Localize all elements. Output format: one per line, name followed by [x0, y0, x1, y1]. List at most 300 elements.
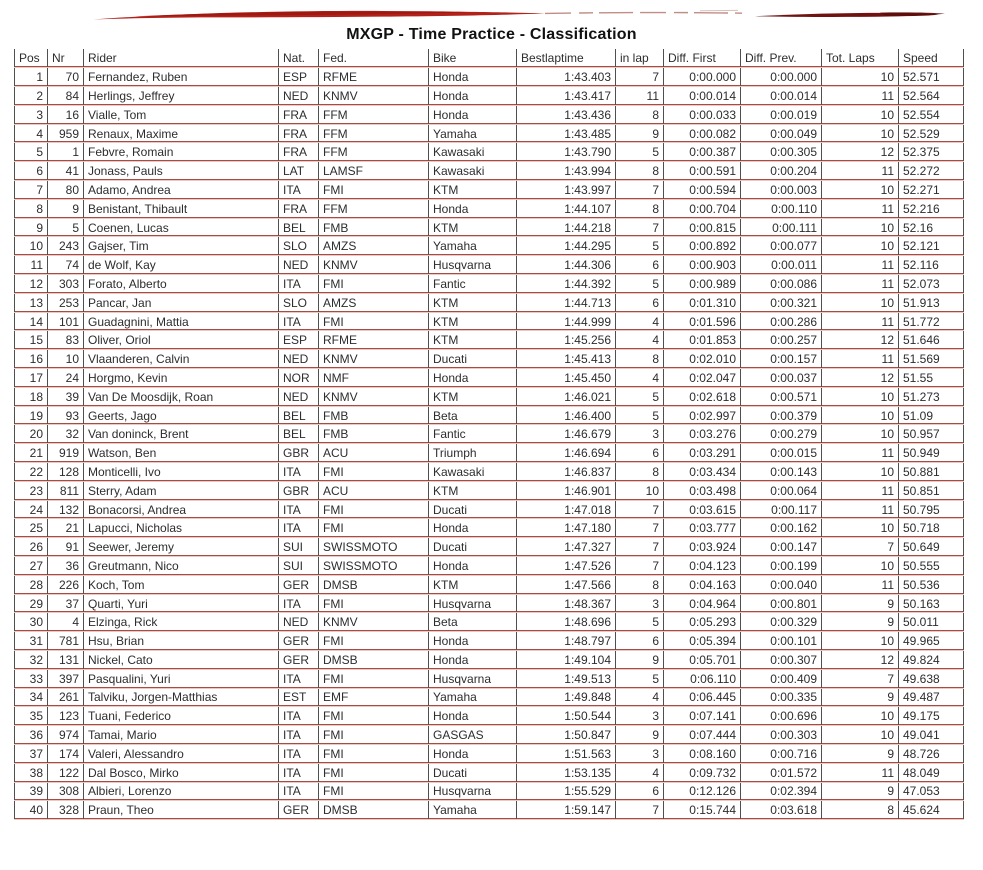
cell-diff_first: 0:05.701 — [664, 651, 741, 670]
cell-bike: Kawasaki — [429, 463, 517, 482]
cell-diff_prev: 0:02.394 — [741, 782, 822, 801]
cell-pos: 17 — [15, 369, 48, 388]
cell-nr: 16 — [48, 105, 84, 124]
cell-diff_prev: 0:00.199 — [741, 557, 822, 576]
cell-diff_prev: 0:00.037 — [741, 369, 822, 388]
cell-in_lap: 7 — [616, 519, 664, 538]
column-header-tot_laps: Tot. Laps — [822, 49, 899, 68]
cell-in_lap: 11 — [616, 87, 664, 106]
cell-nat: SUI — [279, 538, 319, 557]
cell-fed: KNMV — [319, 87, 429, 106]
cell-rider: Tuani, Federico — [84, 707, 279, 726]
cell-diff_first: 0:03.615 — [664, 500, 741, 519]
cell-tot_laps: 10 — [822, 425, 899, 444]
cell-speed: 50.536 — [899, 575, 964, 594]
cell-nat: BEL — [279, 406, 319, 425]
cell-pos: 6 — [15, 162, 48, 181]
table-row — [15, 519, 964, 538]
cell-nr: 397 — [48, 669, 84, 688]
cell-pos: 7 — [15, 181, 48, 200]
cell-nr: 131 — [48, 651, 84, 670]
cell-fed: FMI — [319, 707, 429, 726]
table-row — [15, 406, 964, 425]
cell-pos: 28 — [15, 575, 48, 594]
cell-bike: Honda — [429, 632, 517, 651]
cell-fed: FMI — [319, 594, 429, 613]
cell-diff_prev: 0:00.162 — [741, 519, 822, 538]
cell-bestlaptime: 1:48.696 — [517, 613, 616, 632]
table-row — [15, 557, 964, 576]
cell-bike: KTM — [429, 387, 517, 406]
cell-fed: FMI — [319, 744, 429, 763]
cell-diff_first: 0:03.777 — [664, 519, 741, 538]
cell-tot_laps: 11 — [822, 87, 899, 106]
cell-fed: SWISSMOTO — [319, 557, 429, 576]
cell-pos: 5 — [15, 143, 48, 162]
cell-rider: Watson, Ben — [84, 444, 279, 463]
cell-pos: 3 — [15, 105, 48, 124]
cell-nr: 5 — [48, 218, 84, 237]
cell-bestlaptime: 1:55.529 — [517, 782, 616, 801]
cell-speed: 51.913 — [899, 293, 964, 312]
table-row — [15, 275, 964, 294]
cell-tot_laps: 11 — [822, 350, 899, 369]
cell-bestlaptime: 1:46.694 — [517, 444, 616, 463]
cell-rider: Tamai, Mario — [84, 726, 279, 745]
cell-fed: FMI — [319, 632, 429, 651]
cell-diff_prev: 0:00.801 — [741, 594, 822, 613]
cell-diff_first: 0:03.924 — [664, 538, 741, 557]
cell-tot_laps: 9 — [822, 744, 899, 763]
cell-pos: 35 — [15, 707, 48, 726]
cell-in_lap: 7 — [616, 181, 664, 200]
cell-pos: 31 — [15, 632, 48, 651]
cell-rider: Pancar, Jan — [84, 293, 279, 312]
cell-nat: ITA — [279, 594, 319, 613]
cell-diff_first: 0:03.276 — [664, 425, 741, 444]
cell-nr: 9 — [48, 199, 84, 218]
cell-nr: 919 — [48, 444, 84, 463]
cell-rider: Febvre, Romain — [84, 143, 279, 162]
cell-rider: Oliver, Oriol — [84, 331, 279, 350]
cell-rider: Benistant, Thibault — [84, 199, 279, 218]
cell-fed: FFM — [319, 143, 429, 162]
cell-tot_laps: 10 — [822, 726, 899, 745]
cell-nr: 303 — [48, 275, 84, 294]
red-brush-banner-image — [0, 0, 983, 28]
cell-bestlaptime: 1:43.994 — [517, 162, 616, 181]
cell-tot_laps: 10 — [822, 105, 899, 124]
cell-diff_prev: 0:00.014 — [741, 87, 822, 106]
cell-tot_laps: 10 — [822, 237, 899, 256]
cell-fed: AMZS — [319, 237, 429, 256]
table-row — [15, 199, 964, 218]
cell-diff_first: 0:00.989 — [664, 275, 741, 294]
cell-pos: 13 — [15, 293, 48, 312]
cell-rider: Geerts, Jago — [84, 406, 279, 425]
cell-tot_laps: 10 — [822, 519, 899, 538]
cell-speed: 50.795 — [899, 500, 964, 519]
cell-in_lap: 4 — [616, 369, 664, 388]
table-row — [15, 425, 964, 444]
cell-diff_first: 0:02.997 — [664, 406, 741, 425]
table-row — [15, 500, 964, 519]
cell-bike: Honda — [429, 519, 517, 538]
cell-tot_laps: 9 — [822, 688, 899, 707]
cell-bike: KTM — [429, 218, 517, 237]
cell-nr: 83 — [48, 331, 84, 350]
cell-speed: 50.851 — [899, 481, 964, 500]
table-row — [15, 237, 964, 256]
cell-bike: Ducati — [429, 350, 517, 369]
table-row — [15, 782, 964, 801]
cell-diff_prev: 0:00.571 — [741, 387, 822, 406]
cell-diff_prev: 0:00.019 — [741, 105, 822, 124]
cell-bike: KTM — [429, 331, 517, 350]
cell-diff_first: 0:15.744 — [664, 801, 741, 820]
cell-nat: NED — [279, 256, 319, 275]
cell-fed: FMB — [319, 425, 429, 444]
cell-speed: 52.272 — [899, 162, 964, 181]
cell-nat: SUI — [279, 557, 319, 576]
cell-in_lap: 7 — [616, 557, 664, 576]
cell-tot_laps: 10 — [822, 707, 899, 726]
cell-bestlaptime: 1:49.513 — [517, 669, 616, 688]
cell-fed: FMI — [319, 275, 429, 294]
cell-in_lap: 3 — [616, 707, 664, 726]
cell-nr: 243 — [48, 237, 84, 256]
header-row — [15, 49, 964, 68]
cell-in_lap: 10 — [616, 481, 664, 500]
cell-fed: KNMV — [319, 613, 429, 632]
cell-bestlaptime: 1:46.901 — [517, 481, 616, 500]
cell-rider: Sterry, Adam — [84, 481, 279, 500]
cell-bestlaptime: 1:47.180 — [517, 519, 616, 538]
cell-rider: Monticelli, Ivo — [84, 463, 279, 482]
cell-diff_prev: 0:00.040 — [741, 575, 822, 594]
cell-diff_first: 0:02.618 — [664, 387, 741, 406]
cell-rider: Quarti, Yuri — [84, 594, 279, 613]
cell-tot_laps: 10 — [822, 463, 899, 482]
cell-speed: 50.649 — [899, 538, 964, 557]
cell-pos: 27 — [15, 557, 48, 576]
cell-speed: 52.073 — [899, 275, 964, 294]
cell-tot_laps: 11 — [822, 481, 899, 500]
cell-speed: 49.965 — [899, 632, 964, 651]
cell-pos: 24 — [15, 500, 48, 519]
cell-bestlaptime: 1:44.713 — [517, 293, 616, 312]
cell-diff_prev: 0:00.305 — [741, 143, 822, 162]
cell-speed: 48.049 — [899, 763, 964, 782]
cell-nr: 32 — [48, 425, 84, 444]
cell-nr: 261 — [48, 688, 84, 707]
cell-pos: 20 — [15, 425, 48, 444]
cell-bike: Husqvarna — [429, 669, 517, 688]
cell-bestlaptime: 1:47.327 — [517, 538, 616, 557]
cell-bestlaptime: 1:49.848 — [517, 688, 616, 707]
cell-diff_first: 0:03.291 — [664, 444, 741, 463]
cell-tot_laps: 12 — [822, 331, 899, 350]
cell-fed: FMI — [319, 181, 429, 200]
cell-diff_prev: 0:00.147 — [741, 538, 822, 557]
cell-fed: FMI — [319, 500, 429, 519]
cell-diff_prev: 0:00.143 — [741, 463, 822, 482]
cell-fed: ACU — [319, 481, 429, 500]
cell-nat: GER — [279, 575, 319, 594]
cell-bike: KTM — [429, 181, 517, 200]
cell-nat: NED — [279, 613, 319, 632]
cell-bike: Husqvarna — [429, 594, 517, 613]
cell-tot_laps: 11 — [822, 256, 899, 275]
cell-bike: Triumph — [429, 444, 517, 463]
cell-fed: KNMV — [319, 387, 429, 406]
table-row — [15, 181, 964, 200]
cell-bike: Honda — [429, 105, 517, 124]
cell-speed: 49.824 — [899, 651, 964, 670]
cell-diff_first: 0:04.964 — [664, 594, 741, 613]
cell-in_lap: 5 — [616, 237, 664, 256]
cell-bike: Honda — [429, 557, 517, 576]
cell-nr: 41 — [48, 162, 84, 181]
cell-nat: ITA — [279, 669, 319, 688]
cell-bike: GASGAS — [429, 726, 517, 745]
cell-bestlaptime: 1:43.436 — [517, 105, 616, 124]
cell-speed: 52.529 — [899, 124, 964, 143]
cell-diff_first: 0:12.126 — [664, 782, 741, 801]
cell-rider: Bonacorsi, Andrea — [84, 500, 279, 519]
cell-speed: 47.053 — [899, 782, 964, 801]
cell-diff_first: 0:01.596 — [664, 312, 741, 331]
cell-nr: 84 — [48, 87, 84, 106]
cell-speed: 51.273 — [899, 387, 964, 406]
cell-bestlaptime: 1:43.485 — [517, 124, 616, 143]
cell-diff_prev: 0:00.409 — [741, 669, 822, 688]
cell-diff_prev: 0:00.077 — [741, 237, 822, 256]
cell-tot_laps: 9 — [822, 613, 899, 632]
cell-pos: 30 — [15, 613, 48, 632]
cell-speed: 51.55 — [899, 369, 964, 388]
cell-tot_laps: 7 — [822, 538, 899, 557]
table-row — [15, 801, 964, 820]
table-row — [15, 350, 964, 369]
table-row — [15, 87, 964, 106]
cell-in_lap: 3 — [616, 594, 664, 613]
cell-nr: 174 — [48, 744, 84, 763]
cell-tot_laps: 10 — [822, 293, 899, 312]
cell-pos: 19 — [15, 406, 48, 425]
cell-rider: Horgmo, Kevin — [84, 369, 279, 388]
cell-speed: 51.569 — [899, 350, 964, 369]
cell-rider: Valeri, Alessandro — [84, 744, 279, 763]
cell-fed: FFM — [319, 199, 429, 218]
table-row — [15, 463, 964, 482]
cell-pos: 22 — [15, 463, 48, 482]
cell-diff_prev: 0:00.307 — [741, 651, 822, 670]
table-row — [15, 688, 964, 707]
table-row — [15, 444, 964, 463]
cell-bike: Kawasaki — [429, 162, 517, 181]
cell-in_lap: 5 — [616, 613, 664, 632]
cell-speed: 49.638 — [899, 669, 964, 688]
cell-tot_laps: 10 — [822, 218, 899, 237]
cell-diff_prev: 0:00.204 — [741, 162, 822, 181]
cell-fed: FMB — [319, 218, 429, 237]
cell-bestlaptime: 1:46.679 — [517, 425, 616, 444]
cell-speed: 50.163 — [899, 594, 964, 613]
cell-diff_first: 0:01.853 — [664, 331, 741, 350]
column-header-rider: Rider — [84, 49, 279, 68]
cell-fed: DMSB — [319, 575, 429, 594]
cell-nat: NED — [279, 387, 319, 406]
cell-speed: 52.571 — [899, 68, 964, 87]
cell-fed: RFME — [319, 68, 429, 87]
cell-diff_first: 0:00.892 — [664, 237, 741, 256]
cell-speed: 51.09 — [899, 406, 964, 425]
cell-nr: 781 — [48, 632, 84, 651]
cell-rider: Jonass, Pauls — [84, 162, 279, 181]
cell-speed: 52.16 — [899, 218, 964, 237]
cell-diff_prev: 0:00.257 — [741, 331, 822, 350]
table-row — [15, 481, 964, 500]
cell-fed: SWISSMOTO — [319, 538, 429, 557]
cell-speed: 50.949 — [899, 444, 964, 463]
cell-tot_laps: 10 — [822, 68, 899, 87]
cell-bestlaptime: 1:43.403 — [517, 68, 616, 87]
cell-diff_first: 0:04.163 — [664, 575, 741, 594]
cell-tot_laps: 11 — [822, 500, 899, 519]
cell-diff_prev: 0:00.049 — [741, 124, 822, 143]
cell-pos: 36 — [15, 726, 48, 745]
cell-pos: 39 — [15, 782, 48, 801]
cell-bestlaptime: 1:45.256 — [517, 331, 616, 350]
cell-bestlaptime: 1:43.790 — [517, 143, 616, 162]
column-header-bestlaptime: Bestlaptime — [517, 49, 616, 68]
cell-diff_prev: 0:00.321 — [741, 293, 822, 312]
cell-nr: 74 — [48, 256, 84, 275]
cell-bike: Honda — [429, 744, 517, 763]
cell-tot_laps: 10 — [822, 124, 899, 143]
cell-nat: BEL — [279, 218, 319, 237]
column-header-fed: Fed. — [319, 49, 429, 68]
cell-bestlaptime: 1:50.847 — [517, 726, 616, 745]
cell-in_lap: 4 — [616, 763, 664, 782]
cell-bike: Yamaha — [429, 688, 517, 707]
cell-in_lap: 4 — [616, 312, 664, 331]
cell-tot_laps: 9 — [822, 782, 899, 801]
cell-diff_first: 0:03.498 — [664, 481, 741, 500]
cell-bike: KTM — [429, 312, 517, 331]
table-row — [15, 143, 964, 162]
cell-rider: Coenen, Lucas — [84, 218, 279, 237]
cell-bestlaptime: 1:44.295 — [517, 237, 616, 256]
cell-tot_laps: 11 — [822, 312, 899, 331]
column-header-diff_first: Diff. First — [664, 49, 741, 68]
cell-bestlaptime: 1:48.367 — [517, 594, 616, 613]
cell-diff_prev: 0:00.279 — [741, 425, 822, 444]
cell-nat: ITA — [279, 500, 319, 519]
cell-pos: 38 — [15, 763, 48, 782]
cell-in_lap: 7 — [616, 801, 664, 820]
cell-fed: FMI — [319, 519, 429, 538]
cell-tot_laps: 11 — [822, 575, 899, 594]
cell-diff_first: 0:00.033 — [664, 105, 741, 124]
table-row — [15, 68, 964, 87]
cell-bike: Beta — [429, 613, 517, 632]
table-row — [15, 312, 964, 331]
cell-bike: Ducati — [429, 763, 517, 782]
cell-nr: 959 — [48, 124, 84, 143]
cell-diff_prev: 0:00.303 — [741, 726, 822, 745]
cell-bestlaptime: 1:47.526 — [517, 557, 616, 576]
cell-nat: ITA — [279, 782, 319, 801]
cell-pos: 4 — [15, 124, 48, 143]
cell-bike: Fantic — [429, 425, 517, 444]
cell-nr: 974 — [48, 726, 84, 745]
page-title: MXGP - Time Practice - Classification — [346, 26, 637, 43]
cell-diff_prev: 0:00.003 — [741, 181, 822, 200]
cell-rider: Renaux, Maxime — [84, 124, 279, 143]
cell-in_lap: 4 — [616, 331, 664, 350]
cell-nr: 328 — [48, 801, 84, 820]
cell-pos: 9 — [15, 218, 48, 237]
cell-rider: Adamo, Andrea — [84, 181, 279, 200]
cell-tot_laps: 12 — [822, 143, 899, 162]
cell-rider: Van doninck, Brent — [84, 425, 279, 444]
cell-nr: 4 — [48, 613, 84, 632]
cell-speed: 50.011 — [899, 613, 964, 632]
cell-fed: FMI — [319, 463, 429, 482]
cell-in_lap: 3 — [616, 425, 664, 444]
table-body — [15, 68, 964, 820]
cell-pos: 23 — [15, 481, 48, 500]
cell-nat: SLO — [279, 237, 319, 256]
cell-speed: 52.271 — [899, 181, 964, 200]
cell-pos: 18 — [15, 387, 48, 406]
cell-rider: de Wolf, Kay — [84, 256, 279, 275]
cell-rider: Vialle, Tom — [84, 105, 279, 124]
cell-diff_prev: 0:00.011 — [741, 256, 822, 275]
cell-speed: 51.772 — [899, 312, 964, 331]
cell-nat: LAT — [279, 162, 319, 181]
cell-nr: 37 — [48, 594, 84, 613]
cell-tot_laps: 8 — [822, 801, 899, 820]
cell-diff_prev: 0:00.000 — [741, 68, 822, 87]
cell-in_lap: 6 — [616, 256, 664, 275]
cell-tot_laps: 12 — [822, 651, 899, 670]
cell-bestlaptime: 1:44.392 — [517, 275, 616, 294]
cell-nr: 91 — [48, 538, 84, 557]
cell-nat: EST — [279, 688, 319, 707]
cell-rider: Praun, Theo — [84, 801, 279, 820]
cell-rider: Albieri, Lorenzo — [84, 782, 279, 801]
cell-nat: BEL — [279, 425, 319, 444]
cell-speed: 52.116 — [899, 256, 964, 275]
table-row — [15, 369, 964, 388]
cell-pos: 26 — [15, 538, 48, 557]
cell-nr: 36 — [48, 557, 84, 576]
table-row — [15, 124, 964, 143]
cell-speed: 52.121 — [899, 237, 964, 256]
cell-fed: ACU — [319, 444, 429, 463]
cell-diff_prev: 0:00.696 — [741, 707, 822, 726]
table-row — [15, 707, 964, 726]
cell-bestlaptime: 1:44.306 — [517, 256, 616, 275]
cell-diff_first: 0:00.591 — [664, 162, 741, 181]
cell-bestlaptime: 1:44.218 — [517, 218, 616, 237]
table-row — [15, 613, 964, 632]
cell-diff_prev: 0:00.716 — [741, 744, 822, 763]
cell-diff_first: 0:04.123 — [664, 557, 741, 576]
